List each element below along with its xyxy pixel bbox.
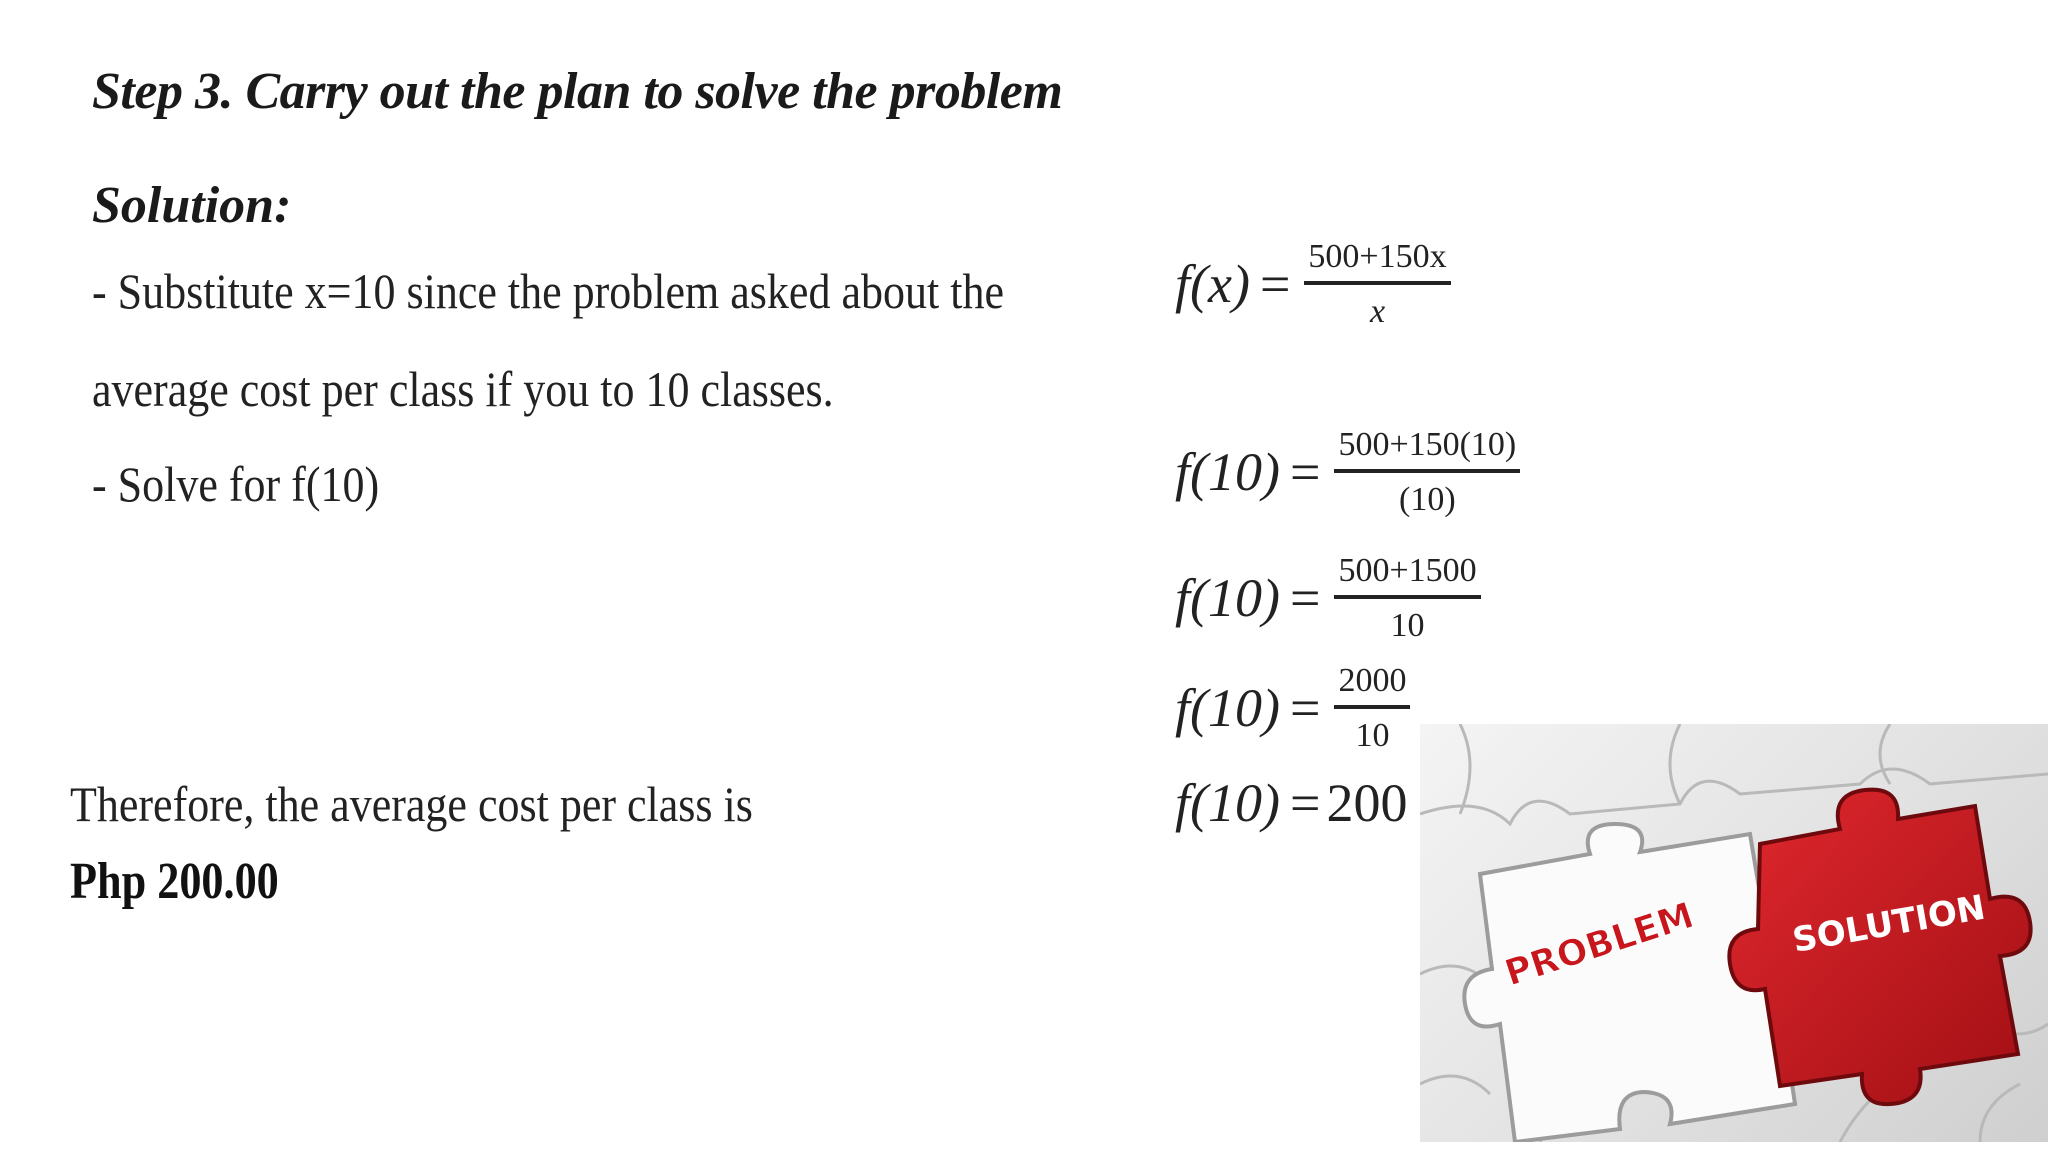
denominator: x	[1369, 293, 1386, 331]
instruction-line-1: - Substitute x=10 since the problem asked about the	[92, 263, 1004, 319]
equation-sum	[1175, 662, 1410, 755]
step-heading: Step 3. Carry out the plan to solve the problem	[92, 63, 1063, 120]
problem-solution-puzzle-image	[1420, 724, 2048, 1142]
equation-lhs: f(10)	[1175, 568, 1280, 629]
solution-piece	[1729, 790, 2030, 1105]
equals-sign: =	[1289, 678, 1321, 739]
equation-substitution	[1175, 426, 1520, 519]
numerator: 500+150x	[1304, 238, 1450, 285]
fraction	[1304, 238, 1450, 331]
denominator: 10	[1355, 717, 1390, 755]
equals-sign: =	[1259, 254, 1291, 315]
fraction	[1334, 662, 1410, 755]
equals-sign: =	[1289, 442, 1321, 503]
equals-sign: =	[1289, 568, 1321, 629]
equation-result	[1175, 772, 1407, 834]
instruction-line-3: - Solve for f(10)	[92, 456, 380, 512]
denominator: (10)	[1399, 481, 1456, 519]
fraction	[1334, 426, 1520, 519]
equals-sign: =	[1289, 773, 1321, 833]
equation-lhs: f(x)	[1175, 254, 1250, 315]
instruction-line-2: average cost per class if you to 10 classes.	[92, 361, 834, 417]
equation-function-definition	[1175, 238, 1451, 331]
conclusion-text: Therefore, the average cost per class is	[70, 776, 753, 832]
solution-heading: Solution:	[92, 177, 292, 234]
solution-label: SOLUTION	[1789, 887, 1989, 961]
equation-result-value: 200	[1326, 773, 1408, 833]
numerator: 500+150(10)	[1334, 426, 1520, 473]
puzzle-illustration	[1420, 724, 2048, 1142]
denominator: 10	[1390, 607, 1425, 645]
equation-lhs: f(10)	[1175, 678, 1280, 739]
equation-lhs: f(10)	[1175, 773, 1280, 833]
equation-multiply	[1175, 552, 1481, 645]
fraction	[1334, 552, 1480, 645]
conclusion-answer: Php 200.00	[70, 853, 279, 910]
numerator: 500+1500	[1334, 552, 1480, 599]
equation-lhs: f(10)	[1175, 442, 1280, 503]
problem-label: PROBLEM	[1500, 895, 1699, 995]
numerator: 2000	[1334, 662, 1410, 709]
